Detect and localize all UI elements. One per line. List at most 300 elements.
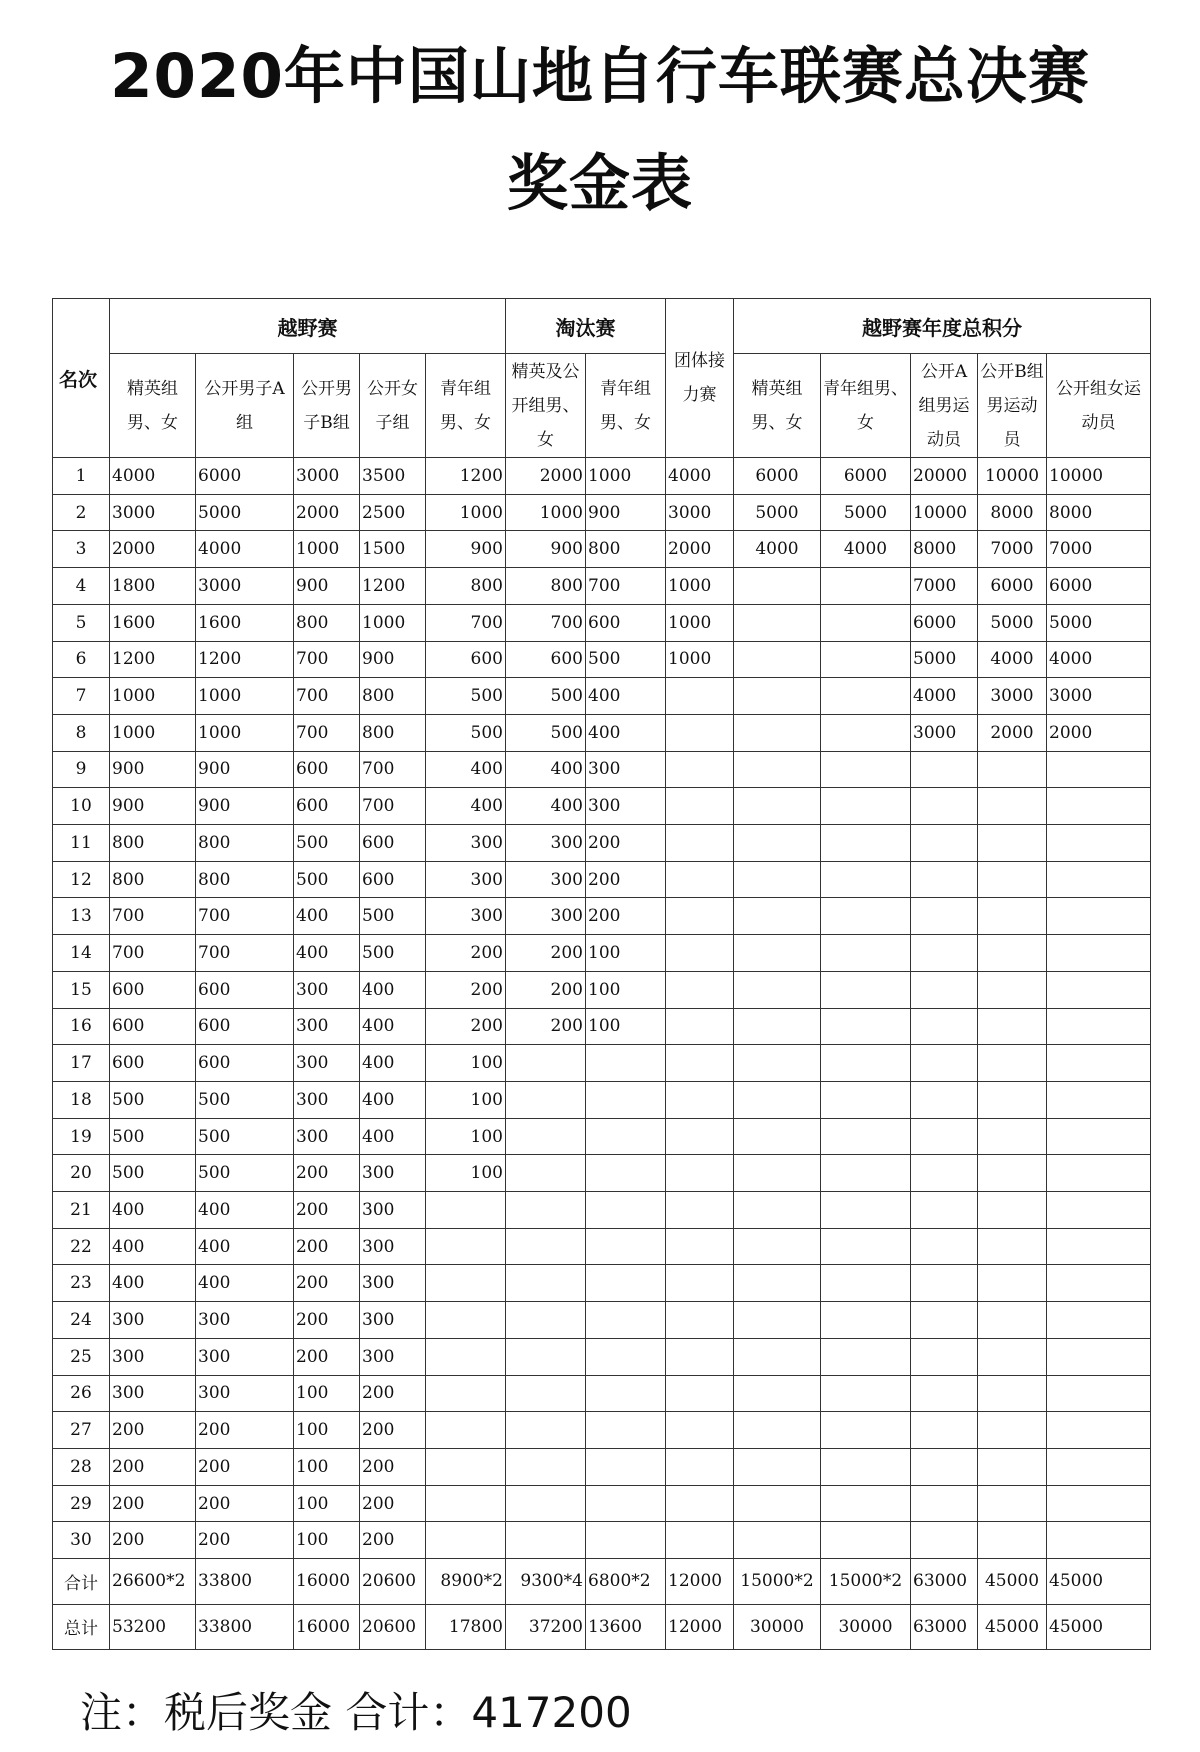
group-header-annual-points: 越野赛年度总积分: [734, 299, 1151, 354]
prize-cell: 17800: [426, 1604, 506, 1649]
prize-cell: 5000: [978, 604, 1047, 641]
prize-cell: 200: [294, 1302, 360, 1339]
prize-cell: 300: [360, 1228, 426, 1265]
prize-cell: [666, 1302, 734, 1339]
prize-cell: [911, 1228, 978, 1265]
table-row: [53, 1192, 1151, 1229]
prize-cell: [586, 1375, 666, 1412]
prize-cell: 700: [360, 751, 426, 788]
table-row: [53, 604, 1151, 641]
rank-cell: 17: [53, 1045, 110, 1082]
prize-cell: [1047, 825, 1151, 862]
prize-cell: 500: [196, 1081, 294, 1118]
prize-cell: [821, 1412, 911, 1449]
prize-cell: 300: [110, 1302, 196, 1339]
column-header: 公开男子B组: [294, 354, 360, 458]
table-row: [53, 1265, 1151, 1302]
rank-cell: 10: [53, 788, 110, 825]
prize-cell: [821, 788, 911, 825]
prize-cell: [666, 1192, 734, 1229]
prize-cell: [911, 935, 978, 972]
prize-cell: [821, 1192, 911, 1229]
prize-cell: 600: [586, 604, 666, 641]
table-row: [53, 1008, 1151, 1045]
prize-cell: [666, 1118, 734, 1155]
prize-cell: [666, 1375, 734, 1412]
rank-cell: 1: [53, 458, 110, 495]
prize-cell: 4000: [110, 458, 196, 495]
prize-cell: [506, 1155, 586, 1192]
prize-cell: 6000: [1047, 568, 1151, 605]
prize-cell: [821, 861, 911, 898]
prize-cell: 12000: [666, 1604, 734, 1649]
page-title: 2020年中国山地自行车联赛总决赛: [110, 41, 1090, 112]
prize-cell: [911, 1155, 978, 1192]
prize-cell: 1600: [110, 604, 196, 641]
prize-cell: [506, 1448, 586, 1485]
prize-cell: [821, 971, 911, 1008]
prize-cell: 12000: [666, 1559, 734, 1604]
prize-cell: 4000: [911, 678, 978, 715]
prize-cell: 500: [360, 935, 426, 972]
table-body: [53, 458, 1151, 1650]
prize-cell: 200: [426, 971, 506, 1008]
table-row: [53, 898, 1151, 935]
prize-cell: 200: [294, 1155, 360, 1192]
prize-cell: [666, 1412, 734, 1449]
prize-cell: 800: [426, 568, 506, 605]
prize-cell: 200: [196, 1522, 294, 1559]
column-header-row: [53, 354, 1151, 458]
prize-cell: [978, 1448, 1047, 1485]
prize-cell: 100: [294, 1485, 360, 1522]
column-header: 公开A组男运动员: [911, 354, 978, 458]
prize-cell: 53200: [110, 1604, 196, 1649]
prize-cell: 300: [110, 1338, 196, 1375]
rank-cell: 27: [53, 1412, 110, 1449]
table-row: [53, 1412, 1151, 1449]
prize-cell: [821, 1448, 911, 1485]
prize-cell: 20000: [911, 458, 978, 495]
table-row: [53, 1559, 1151, 1604]
prize-cell: [666, 1045, 734, 1082]
column-header: 精英及公开组男、女: [506, 354, 586, 458]
prize-cell: [911, 1192, 978, 1229]
prize-cell: 1200: [360, 568, 426, 605]
prize-cell: [821, 1522, 911, 1559]
prize-cell: 300: [360, 1338, 426, 1375]
rank-cell: 5: [53, 604, 110, 641]
prize-cell: [821, 935, 911, 972]
prize-cell: [821, 1118, 911, 1155]
prize-cell: 400: [426, 751, 506, 788]
rank-cell: 13: [53, 898, 110, 935]
prize-cell: [911, 1522, 978, 1559]
prize-cell: 2000: [506, 458, 586, 495]
prize-cell: 200: [360, 1485, 426, 1522]
prize-cell: [586, 1081, 666, 1118]
prize-cell: 100: [586, 935, 666, 972]
prize-cell: [1047, 1485, 1151, 1522]
prize-cell: [821, 825, 911, 862]
prize-cell: 300: [506, 898, 586, 935]
prize-cell: [666, 1155, 734, 1192]
prize-cell: 400: [360, 1008, 426, 1045]
page-subtitle: 奖金表: [506, 148, 693, 219]
prize-cell: 900: [110, 788, 196, 825]
prize-cell: [426, 1522, 506, 1559]
prize-cell: 5000: [1047, 604, 1151, 641]
prize-cell: 7000: [911, 568, 978, 605]
rank-cell: 19: [53, 1118, 110, 1155]
prize-cell: 800: [196, 861, 294, 898]
prize-cell: [821, 1008, 911, 1045]
prize-cell: [586, 1412, 666, 1449]
prize-cell: [734, 971, 821, 1008]
prize-cell: 600: [360, 861, 426, 898]
rank-cell: 8: [53, 714, 110, 751]
prize-cell: [821, 1228, 911, 1265]
prize-cell: 1000: [426, 494, 506, 531]
prize-cell: [978, 1302, 1047, 1339]
prize-cell: 10000: [978, 458, 1047, 495]
prize-cell: [911, 1485, 978, 1522]
prize-cell: [586, 1302, 666, 1339]
table-row: [53, 971, 1151, 1008]
prize-cell: [911, 1265, 978, 1302]
prize-cell: 45000: [1047, 1559, 1151, 1604]
prize-cell: 900: [426, 531, 506, 568]
prize-cell: 100: [294, 1375, 360, 1412]
prize-cell: [911, 1302, 978, 1339]
prize-cell: 700: [110, 898, 196, 935]
prize-cell: 3000: [110, 494, 196, 531]
prize-cell: [978, 788, 1047, 825]
rank-cell: 3: [53, 531, 110, 568]
prize-cell: 20600: [360, 1559, 426, 1604]
prize-cell: [821, 1338, 911, 1375]
prize-cell: 500: [586, 641, 666, 678]
prize-cell: 700: [294, 641, 360, 678]
prize-cell: 1000: [196, 678, 294, 715]
rank-cell: 6: [53, 641, 110, 678]
prize-cell: 300: [506, 861, 586, 898]
prize-cell: 100: [294, 1412, 360, 1449]
prize-cell: 30000: [821, 1604, 911, 1649]
prize-cell: [821, 1485, 911, 1522]
prize-cell: 400: [360, 971, 426, 1008]
prize-cell: [734, 1192, 821, 1229]
prize-cell: 500: [506, 714, 586, 751]
prize-cell: [978, 935, 1047, 972]
prize-cell: [821, 1375, 911, 1412]
rank-cell: 28: [53, 1448, 110, 1485]
table-row: [53, 1081, 1151, 1118]
table-row: [53, 788, 1151, 825]
rank-cell: 22: [53, 1228, 110, 1265]
rank-cell: 4: [53, 568, 110, 605]
prize-cell: [586, 1228, 666, 1265]
prize-cell: 5000: [821, 494, 911, 531]
table-row: [53, 935, 1151, 972]
prize-cell: [734, 1155, 821, 1192]
prize-cell: [506, 1192, 586, 1229]
prize-cell: [426, 1265, 506, 1302]
prize-cell: [978, 825, 1047, 862]
table-row: [53, 641, 1151, 678]
prize-cell: 6000: [821, 458, 911, 495]
rank-cell: 2: [53, 494, 110, 531]
prize-cell: [1047, 1228, 1151, 1265]
prize-cell: 400: [506, 788, 586, 825]
prize-cell: 200: [110, 1412, 196, 1449]
table-row: [53, 1302, 1151, 1339]
prize-cell: 200: [360, 1522, 426, 1559]
prize-cell: 1000: [586, 458, 666, 495]
prize-cell: 45000: [978, 1604, 1047, 1649]
prize-cell: [978, 1522, 1047, 1559]
prize-cell: 1000: [360, 604, 426, 641]
prize-cell: 8900*2: [426, 1559, 506, 1604]
prize-cell: [734, 1081, 821, 1118]
prize-cell: 6000: [734, 458, 821, 495]
prize-cell: [821, 751, 911, 788]
prize-cell: 700: [586, 568, 666, 605]
prize-cell: [586, 1522, 666, 1559]
table-row: [53, 1228, 1151, 1265]
prize-cell: [734, 1045, 821, 1082]
prize-cell: [586, 1118, 666, 1155]
prize-cell: [426, 1338, 506, 1375]
prize-cell: 1200: [196, 641, 294, 678]
prize-cell: 300: [426, 898, 506, 935]
prize-cell: [734, 1338, 821, 1375]
prize-cell: [1047, 1008, 1151, 1045]
column-header: 精英组男、女: [734, 354, 821, 458]
prize-cell: [978, 1338, 1047, 1375]
prize-cell: [734, 861, 821, 898]
prize-cell: 300: [294, 1045, 360, 1082]
prize-cell: 800: [110, 825, 196, 862]
prize-cell: [1047, 898, 1151, 935]
group-header-row: [53, 299, 1151, 354]
prize-cell: [911, 1412, 978, 1449]
prize-cell: 33800: [196, 1559, 294, 1604]
prize-cell: 800: [196, 825, 294, 862]
prize-cell: [666, 788, 734, 825]
prize-cell: 3000: [666, 494, 734, 531]
prize-cell: [978, 1118, 1047, 1155]
prize-cell: 63000: [911, 1604, 978, 1649]
prize-cell: 3000: [978, 678, 1047, 715]
rank-cell: 20: [53, 1155, 110, 1192]
prize-cell: 200: [294, 1192, 360, 1229]
rank-cell: 15: [53, 971, 110, 1008]
prize-cell: [666, 971, 734, 1008]
prize-cell: 500: [196, 1155, 294, 1192]
prize-cell: 900: [196, 788, 294, 825]
prize-cell: 700: [196, 898, 294, 935]
table-row: [53, 531, 1151, 568]
prize-cell: 200: [586, 861, 666, 898]
prize-cell: 400: [110, 1265, 196, 1302]
prize-cell: 600: [110, 1008, 196, 1045]
prize-cell: 2000: [110, 531, 196, 568]
prize-cell: [1047, 1081, 1151, 1118]
prize-cell: 400: [360, 1045, 426, 1082]
prize-cell: 400: [586, 714, 666, 751]
prize-cell: [1047, 861, 1151, 898]
rank-cell: 合计: [53, 1559, 110, 1604]
prize-cell: 1200: [110, 641, 196, 678]
prize-cell: 5000: [911, 641, 978, 678]
prize-cell: 200: [360, 1448, 426, 1485]
prize-cell: 600: [294, 751, 360, 788]
prize-cell: 26600*2: [110, 1559, 196, 1604]
prize-cell: 400: [586, 678, 666, 715]
prize-cell: 200: [426, 935, 506, 972]
prize-cell: 300: [294, 971, 360, 1008]
prize-cell: [666, 1228, 734, 1265]
prize-cell: [978, 898, 1047, 935]
prize-cell: [1047, 1045, 1151, 1082]
prize-cell: 600: [196, 1008, 294, 1045]
prize-cell: 15000*2: [821, 1559, 911, 1604]
prize-cell: 400: [294, 898, 360, 935]
prize-cell: 4000: [1047, 641, 1151, 678]
rank-header: 名次: [53, 299, 110, 458]
prize-cell: [821, 678, 911, 715]
prize-cell: [734, 1375, 821, 1412]
prize-cell: [666, 861, 734, 898]
prize-cell: [734, 825, 821, 862]
prize-cell: [1047, 1118, 1151, 1155]
prize-table: [52, 298, 1151, 1650]
prize-cell: [911, 1045, 978, 1082]
prize-cell: 200: [294, 1228, 360, 1265]
prize-cell: [978, 1485, 1047, 1522]
rank-cell: 24: [53, 1302, 110, 1339]
prize-cell: 300: [360, 1302, 426, 1339]
prize-cell: 63000: [911, 1559, 978, 1604]
prize-cell: [426, 1375, 506, 1412]
prize-cell: 800: [294, 604, 360, 641]
column-header: 公开女子组: [360, 354, 426, 458]
footnote: 注：税后奖金 合计：417200: [80, 1688, 632, 1737]
prize-cell: [734, 604, 821, 641]
prize-cell: [734, 1008, 821, 1045]
prize-cell: 300: [196, 1338, 294, 1375]
rank-cell: 18: [53, 1081, 110, 1118]
prize-cell: [734, 898, 821, 935]
prize-cell: 1600: [196, 604, 294, 641]
prize-cell: [666, 1338, 734, 1375]
prize-cell: 300: [294, 1118, 360, 1155]
rank-cell: 21: [53, 1192, 110, 1229]
prize-cell: [978, 971, 1047, 1008]
prize-cell: [586, 1485, 666, 1522]
prize-cell: [911, 788, 978, 825]
table-row: [53, 494, 1151, 531]
prize-cell: [1047, 788, 1151, 825]
prize-cell: [911, 1375, 978, 1412]
prize-cell: 8000: [1047, 494, 1151, 531]
prize-cell: 600: [294, 788, 360, 825]
prize-cell: [821, 1081, 911, 1118]
prize-cell: 500: [110, 1155, 196, 1192]
prize-cell: [1047, 1155, 1151, 1192]
prize-cell: 500: [426, 714, 506, 751]
prize-cell: 9300*4: [506, 1559, 586, 1604]
prize-cell: [1047, 935, 1151, 972]
rank-cell: 25: [53, 1338, 110, 1375]
prize-cell: 700: [506, 604, 586, 641]
prize-cell: 200: [196, 1448, 294, 1485]
prize-cell: [734, 568, 821, 605]
prize-cell: [506, 1118, 586, 1155]
prize-cell: 4000: [666, 458, 734, 495]
column-header: 青年组男、女: [821, 354, 911, 458]
prize-cell: 10000: [911, 494, 978, 531]
prize-cell: [1047, 751, 1151, 788]
prize-cell: 200: [110, 1448, 196, 1485]
prize-cell: [734, 1485, 821, 1522]
rank-cell: 26: [53, 1375, 110, 1412]
prize-cell: 100: [586, 971, 666, 1008]
prize-cell: 300: [360, 1265, 426, 1302]
prize-cell: [911, 1448, 978, 1485]
prize-cell: [821, 1155, 911, 1192]
prize-cell: 700: [294, 678, 360, 715]
prize-cell: 200: [294, 1338, 360, 1375]
prize-cell: 1000: [506, 494, 586, 531]
table-row: [53, 1375, 1151, 1412]
prize-cell: 200: [110, 1485, 196, 1522]
table-row: [53, 1155, 1151, 1192]
rank-cell: 11: [53, 825, 110, 862]
prize-cell: [1047, 1302, 1151, 1339]
prize-cell: [911, 898, 978, 935]
prize-cell: 1200: [426, 458, 506, 495]
prize-cell: 500: [360, 898, 426, 935]
group-header-xc: 越野赛: [110, 299, 506, 354]
prize-cell: [506, 1375, 586, 1412]
rank-cell: 7: [53, 678, 110, 715]
prize-cell: [734, 1448, 821, 1485]
prize-cell: [586, 1155, 666, 1192]
prize-cell: 300: [196, 1302, 294, 1339]
prize-cell: 900: [360, 641, 426, 678]
prize-cell: 200: [506, 935, 586, 972]
prize-cell: 8000: [911, 531, 978, 568]
prize-cell: [911, 971, 978, 1008]
prize-cell: 3000: [196, 568, 294, 605]
prize-cell: 800: [360, 714, 426, 751]
prize-cell: 5000: [734, 494, 821, 531]
table-row: [53, 458, 1151, 495]
prize-cell: 500: [426, 678, 506, 715]
prize-cell: 200: [426, 1008, 506, 1045]
prize-cell: 6000: [911, 604, 978, 641]
prize-cell: [734, 1228, 821, 1265]
prize-cell: [426, 1302, 506, 1339]
prize-cell: 6000: [978, 568, 1047, 605]
table-row: [53, 1118, 1151, 1155]
prize-cell: [911, 751, 978, 788]
prize-cell: 100: [586, 1008, 666, 1045]
prize-cell: 200: [196, 1485, 294, 1522]
prize-cell: [821, 714, 911, 751]
